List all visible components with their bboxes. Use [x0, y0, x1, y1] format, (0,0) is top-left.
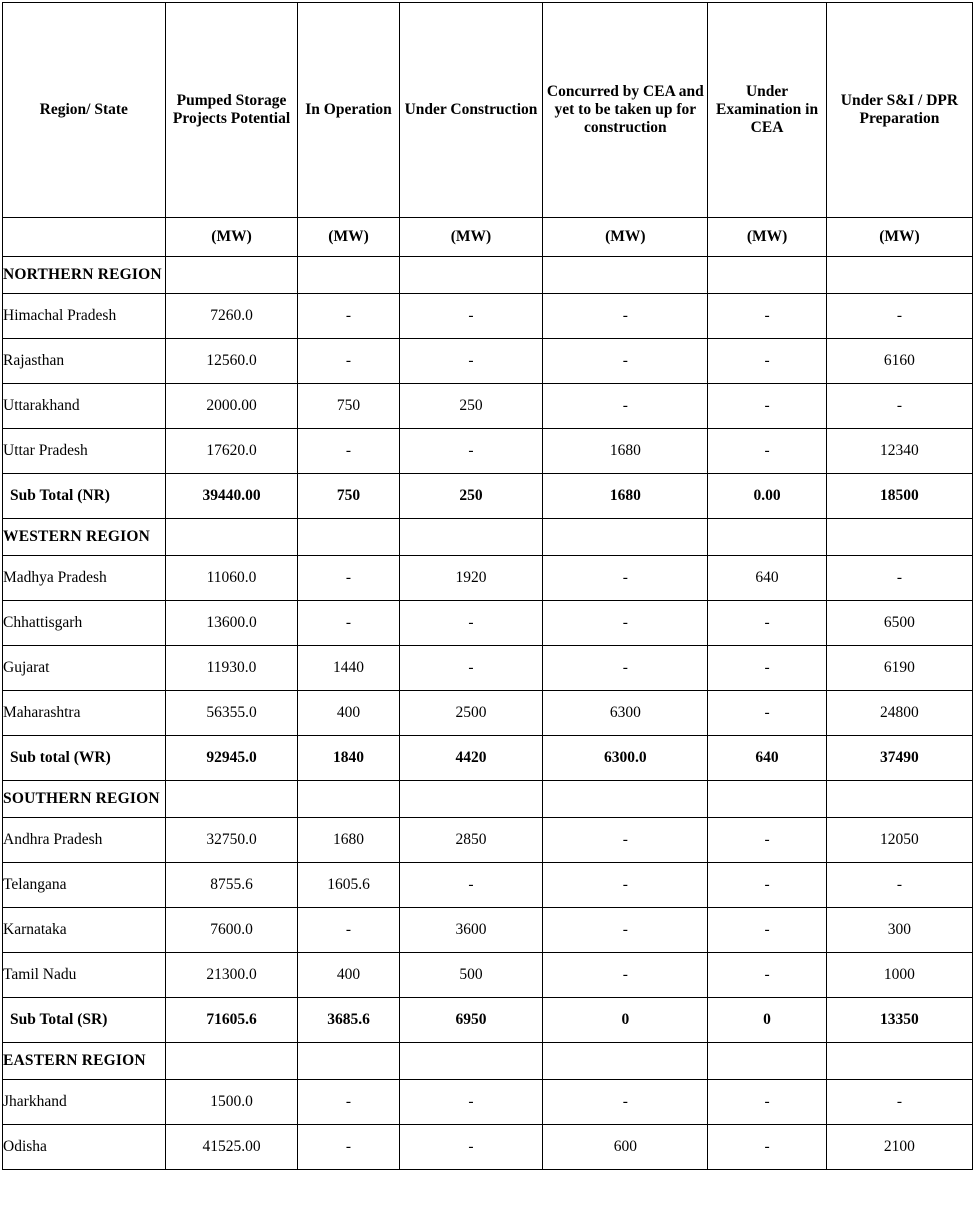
cell-region: Sub Total (SR) [3, 998, 166, 1043]
cell-potential: 1500.0 [165, 1080, 298, 1125]
cell-under-si-dpr: - [826, 863, 972, 908]
cell-potential: 7600.0 [165, 908, 298, 953]
cell-under-si-dpr: - [826, 1080, 972, 1125]
column-header-under-construction: Under Construction [399, 3, 543, 218]
cell-concurred: - [543, 818, 708, 863]
cell-under-construction: 1920 [399, 556, 543, 601]
cell-in-operation: 1440 [298, 646, 399, 691]
cell-under-construction: 2500 [399, 691, 543, 736]
cell-potential [165, 257, 298, 294]
column-header-in-operation: In Operation [298, 3, 399, 218]
cell-region: Chhattisgarh [3, 601, 166, 646]
cell-region: Jharkhand [3, 1080, 166, 1125]
cell-under-construction: - [399, 429, 543, 474]
cell-under-construction: 500 [399, 953, 543, 998]
table-section-row [3, 1043, 973, 1080]
cell-concurred: 6300 [543, 691, 708, 736]
cell-under-examination: 0 [708, 998, 827, 1043]
cell-under-construction [399, 519, 543, 556]
table-header [3, 3, 973, 257]
section-label: SOUTHERN REGION [3, 781, 166, 818]
cell-region: Maharashtra [3, 691, 166, 736]
column-header-under-examination-in-cea: Under Examination in CEA [708, 3, 827, 218]
cell-under-si-dpr: - [826, 294, 972, 339]
cell-under-examination: - [708, 294, 827, 339]
cell-under-examination: - [708, 818, 827, 863]
cell-under-construction [399, 1043, 543, 1080]
cell-under-examination: - [708, 691, 827, 736]
cell-in-operation [298, 257, 399, 294]
unit-region [3, 218, 166, 257]
cell-concurred: - [543, 646, 708, 691]
table-row [3, 339, 973, 384]
table-row [3, 1125, 973, 1170]
cell-under-si-dpr: 1000 [826, 953, 972, 998]
cell-under-construction: - [399, 1080, 543, 1125]
cell-under-si-dpr: 24800 [826, 691, 972, 736]
cell-in-operation: - [298, 339, 399, 384]
table-row [3, 908, 973, 953]
cell-concurred [543, 257, 708, 294]
table-row [3, 384, 973, 429]
cell-potential: 92945.0 [165, 736, 298, 781]
cell-region: Madhya Pradesh [3, 556, 166, 601]
cell-under-construction: 4420 [399, 736, 543, 781]
cell-under-construction: 6950 [399, 998, 543, 1043]
pumped-storage-projects-table [2, 2, 973, 1170]
cell-under-construction: 2850 [399, 818, 543, 863]
cell-potential: 2000.00 [165, 384, 298, 429]
cell-under-construction: - [399, 863, 543, 908]
cell-region: Telangana [3, 863, 166, 908]
cell-concurred: - [543, 601, 708, 646]
unit-in-operation: (MW) [298, 218, 399, 257]
cell-in-operation: 1840 [298, 736, 399, 781]
cell-in-operation: 400 [298, 953, 399, 998]
cell-under-examination: - [708, 339, 827, 384]
cell-potential: 21300.0 [165, 953, 298, 998]
cell-region: Karnataka [3, 908, 166, 953]
cell-under-si-dpr [826, 519, 972, 556]
cell-under-examination: - [708, 1125, 827, 1170]
cell-under-si-dpr: 2100 [826, 1125, 972, 1170]
cell-under-examination [708, 257, 827, 294]
cell-under-examination: - [708, 646, 827, 691]
cell-in-operation: - [298, 1125, 399, 1170]
cell-in-operation: 3685.6 [298, 998, 399, 1043]
cell-concurred: - [543, 953, 708, 998]
cell-under-examination: - [708, 601, 827, 646]
cell-concurred: 1680 [543, 474, 708, 519]
cell-under-examination: 640 [708, 556, 827, 601]
table-row [3, 736, 973, 781]
cell-under-si-dpr: 13350 [826, 998, 972, 1043]
table-row [3, 998, 973, 1043]
cell-potential: 32750.0 [165, 818, 298, 863]
cell-potential [165, 781, 298, 818]
cell-under-construction: 250 [399, 474, 543, 519]
cell-under-si-dpr [826, 1043, 972, 1080]
cell-under-si-dpr: - [826, 556, 972, 601]
header-row [3, 3, 973, 218]
cell-potential: 8755.6 [165, 863, 298, 908]
cell-under-si-dpr: 300 [826, 908, 972, 953]
cell-in-operation: 1605.6 [298, 863, 399, 908]
unit-under-construction: (MW) [399, 218, 543, 257]
cell-concurred: - [543, 556, 708, 601]
cell-region: Sub Total (NR) [3, 474, 166, 519]
section-label: EASTERN REGION [3, 1043, 166, 1080]
cell-potential: 11930.0 [165, 646, 298, 691]
cell-potential: 41525.00 [165, 1125, 298, 1170]
cell-concurred: 0 [543, 998, 708, 1043]
column-header-potential: Pumped Storage Projects Potential [165, 3, 298, 218]
unit-under-si-dpr: (MW) [826, 218, 972, 257]
cell-potential: 13600.0 [165, 601, 298, 646]
cell-under-si-dpr: - [826, 384, 972, 429]
cell-potential: 56355.0 [165, 691, 298, 736]
cell-in-operation: 400 [298, 691, 399, 736]
cell-under-construction: - [399, 339, 543, 384]
section-label: NORTHERN REGION [3, 257, 166, 294]
unit-under-examination: (MW) [708, 218, 827, 257]
unit-concurred: (MW) [543, 218, 708, 257]
table-row [3, 556, 973, 601]
cell-under-si-dpr: 12340 [826, 429, 972, 474]
cell-under-si-dpr: 6190 [826, 646, 972, 691]
cell-under-construction [399, 781, 543, 818]
table-section-row [3, 519, 973, 556]
table-section-row [3, 781, 973, 818]
cell-concurred [543, 1043, 708, 1080]
cell-under-construction: 250 [399, 384, 543, 429]
table-row [3, 818, 973, 863]
cell-concurred: - [543, 863, 708, 908]
cell-concurred: 1680 [543, 429, 708, 474]
cell-concurred: - [543, 1080, 708, 1125]
unit-potential: (MW) [165, 218, 298, 257]
cell-region: Uttarakhand [3, 384, 166, 429]
cell-under-construction: - [399, 646, 543, 691]
cell-concurred [543, 519, 708, 556]
cell-under-examination: 0.00 [708, 474, 827, 519]
table-body [3, 257, 973, 1170]
table-row [3, 474, 973, 519]
column-header-region: Region/ State [3, 3, 166, 218]
cell-in-operation: - [298, 908, 399, 953]
cell-under-examination: - [708, 863, 827, 908]
table-row [3, 601, 973, 646]
cell-under-si-dpr: 12050 [826, 818, 972, 863]
cell-under-construction: - [399, 1125, 543, 1170]
cell-under-si-dpr: 18500 [826, 474, 972, 519]
cell-under-si-dpr [826, 257, 972, 294]
cell-in-operation [298, 781, 399, 818]
cell-under-examination [708, 1043, 827, 1080]
cell-concurred: - [543, 384, 708, 429]
table-row [3, 294, 973, 339]
cell-under-examination: - [708, 953, 827, 998]
cell-in-operation: - [298, 429, 399, 474]
cell-potential: 39440.00 [165, 474, 298, 519]
cell-potential: 17620.0 [165, 429, 298, 474]
cell-in-operation: - [298, 1080, 399, 1125]
cell-under-construction: 3600 [399, 908, 543, 953]
cell-in-operation [298, 1043, 399, 1080]
cell-region: Gujarat [3, 646, 166, 691]
cell-under-construction: - [399, 601, 543, 646]
cell-region: Odisha [3, 1125, 166, 1170]
cell-under-examination: - [708, 384, 827, 429]
cell-under-examination: 640 [708, 736, 827, 781]
cell-concurred: - [543, 908, 708, 953]
cell-under-examination: - [708, 908, 827, 953]
cell-under-si-dpr: 6160 [826, 339, 972, 384]
cell-potential [165, 519, 298, 556]
cell-concurred: - [543, 294, 708, 339]
cell-region: Tamil Nadu [3, 953, 166, 998]
cell-concurred: - [543, 339, 708, 384]
cell-concurred: 6300.0 [543, 736, 708, 781]
cell-potential: 11060.0 [165, 556, 298, 601]
cell-in-operation: 750 [298, 474, 399, 519]
cell-under-si-dpr [826, 781, 972, 818]
units-row [3, 218, 973, 257]
column-header-under-si-dpr: Under S&I / DPR Preparation [826, 3, 972, 218]
cell-potential: 71605.6 [165, 998, 298, 1043]
table-row [3, 863, 973, 908]
table-row [3, 953, 973, 998]
column-header-concurred-by-cea: Concurred by CEA and yet to be taken up for construction [543, 3, 708, 218]
section-label: WESTERN REGION [3, 519, 166, 556]
table-row [3, 1080, 973, 1125]
table-row [3, 646, 973, 691]
cell-concurred [543, 781, 708, 818]
cell-region: Himachal Pradesh [3, 294, 166, 339]
cell-potential [165, 1043, 298, 1080]
cell-region: Andhra Pradesh [3, 818, 166, 863]
cell-under-examination [708, 781, 827, 818]
cell-in-operation [298, 519, 399, 556]
table-section-row [3, 257, 973, 294]
cell-region: Rajasthan [3, 339, 166, 384]
cell-in-operation: - [298, 294, 399, 339]
cell-under-construction: - [399, 294, 543, 339]
cell-in-operation: 750 [298, 384, 399, 429]
cell-under-examination [708, 519, 827, 556]
cell-potential: 12560.0 [165, 339, 298, 384]
table-row [3, 429, 973, 474]
cell-region: Sub total (WR) [3, 736, 166, 781]
cell-region: Uttar Pradesh [3, 429, 166, 474]
cell-potential: 7260.0 [165, 294, 298, 339]
cell-under-construction [399, 257, 543, 294]
cell-under-si-dpr: 37490 [826, 736, 972, 781]
cell-under-si-dpr: 6500 [826, 601, 972, 646]
cell-under-examination: - [708, 429, 827, 474]
cell-in-operation: - [298, 556, 399, 601]
cell-in-operation: - [298, 601, 399, 646]
cell-in-operation: 1680 [298, 818, 399, 863]
cell-concurred: 600 [543, 1125, 708, 1170]
cell-under-examination: - [708, 1080, 827, 1125]
table-row [3, 691, 973, 736]
